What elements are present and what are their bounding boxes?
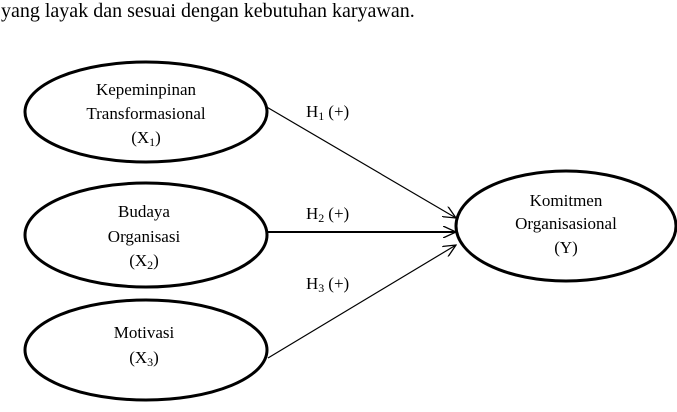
node-y-line2: Organisasional [515, 214, 617, 233]
node-x1-sub: 1 [149, 135, 156, 149]
edge-h3-sub: 3 [318, 281, 325, 295]
node-x3-line1: Motivasi [113, 323, 175, 342]
node-y-var: Y [559, 238, 573, 257]
edge-label-h1 [306, 102, 349, 123]
node-x2-line2: Organisasi [107, 227, 181, 246]
node-y [456, 171, 676, 281]
node-x2 [25, 183, 267, 287]
node-x2-var: X [134, 251, 148, 270]
edge-h3-sign: (+) [328, 274, 350, 293]
node-x1-var: X [136, 128, 150, 147]
node-y-line1: Komitmen [529, 191, 603, 210]
edge-h1-letter: H [306, 102, 319, 121]
edge-h3-letter: H [306, 274, 319, 293]
edge-h1-sub: 1 [318, 109, 325, 123]
node-x3 [25, 300, 267, 400]
node-x2-line1: Budaya [118, 202, 170, 221]
edge-h2-letter: H [306, 204, 319, 223]
edge-h1-sign: (+) [328, 102, 350, 121]
edge-h2-sign: (+) [328, 204, 350, 223]
node-x3-variable: (X3) [129, 348, 159, 369]
node-x3-sub: 3 [147, 355, 154, 369]
node-x1 [25, 62, 267, 162]
edge-label-h2 [306, 204, 349, 225]
edge-label-h3 [306, 274, 349, 295]
edge-h2-sub: 2 [318, 211, 325, 225]
node-x1-variable: (X1) [131, 128, 161, 149]
node-x3-var: X [134, 348, 148, 367]
node-y-variable: (Y) [554, 238, 578, 257]
intro-text: yang layak dan sesuai dengan kebutuhan karyawan. [1, 0, 415, 22]
arrow-h1 [265, 106, 456, 218]
node-x2-variable: (X2) [129, 251, 159, 272]
node-x2-sub: 2 [147, 258, 154, 272]
node-x1-line1: Kepeminpinan [95, 80, 197, 99]
node-x1-line2: Transformasional [86, 104, 206, 123]
arrow-h3 [268, 245, 456, 358]
